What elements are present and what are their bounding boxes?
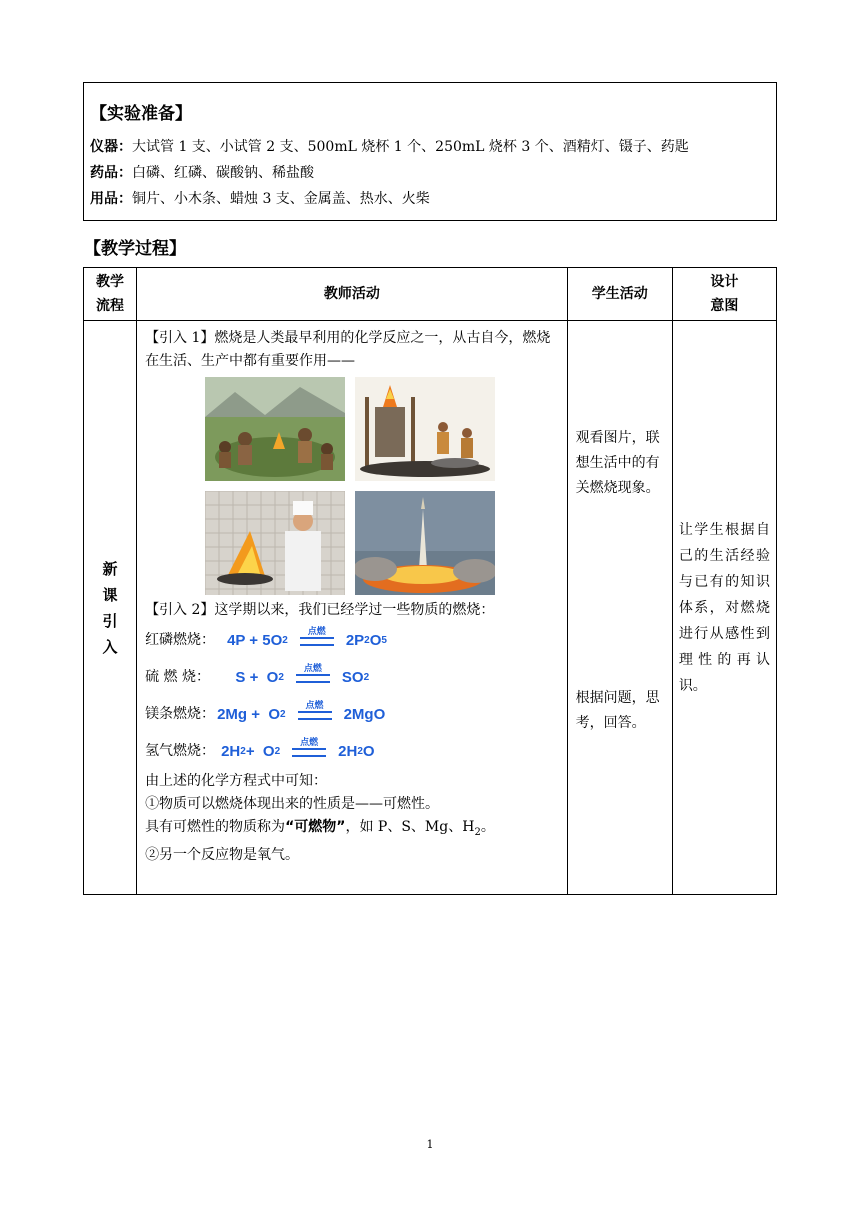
experiment-prep-box bbox=[83, 82, 777, 221]
point-2: 具有可燃性的物质称为“可燃物”，如 P、S、Mg、$H_2$。 bbox=[145, 819, 495, 838]
ancient-smelting-image bbox=[355, 377, 495, 481]
page-number: 1 bbox=[426, 1138, 434, 1151]
student-activity-1: 观看图片，联想生活中的有关燃烧现象。 bbox=[575, 430, 660, 496]
header-teacher: 教师活动 bbox=[137, 268, 568, 321]
equation-magnesium: 镁条燃烧： 2Mg + O 2 点燃 2MgO bbox=[145, 701, 386, 723]
prep-title: 【实验准备】 bbox=[90, 104, 192, 124]
equation-sulfur: 硫 燃 烧： S + O 2 点燃 SO $_2$ bbox=[145, 664, 370, 686]
ancient-fire-image bbox=[205, 377, 345, 481]
drugs-line: 药品：白磷、红磷、碳酸钠、稀盐酸 bbox=[90, 165, 314, 181]
chef-cooking-image bbox=[205, 491, 345, 595]
header-design: 设计 意图 bbox=[672, 268, 776, 321]
point-1: ①物质可以燃烧体现出来的性质是——可燃性。 bbox=[145, 796, 440, 812]
teaching-process-table bbox=[83, 267, 777, 895]
design-intent-cell: 让学生根据自己的生活经验与已有的知识体系，对燃烧进行从感性到理性的再认识。 bbox=[672, 321, 776, 895]
teacher-activity-cell bbox=[137, 321, 568, 895]
instruments-line: 仪器：大试管 1 支、小试管 2 支、500mL 烧杯 1 个、250mL 烧杯 3 个、酒精灯、镊子、药匙 bbox=[90, 139, 689, 155]
combustion-pictures bbox=[205, 377, 559, 595]
intro2-text: 【引入 2】这学期以来，我们已经学过一些物质的燃烧： bbox=[145, 602, 495, 618]
conclusion-intro: 由上述的化学方程式中可知： bbox=[145, 773, 328, 789]
student-activity-cell bbox=[567, 321, 672, 895]
process-title: 【教学过程】 bbox=[84, 239, 186, 259]
point-3: ②另一个反应物是氧气。 bbox=[145, 846, 300, 863]
intro1-text: 【引入 1】燃烧是人类最早利用的化学反应之一，从古自今，燃烧在生活、生产中都有重要作用—— bbox=[145, 330, 551, 369]
flow-cell: 新 课 引 入 bbox=[84, 321, 137, 895]
student-activity-2: 根据问题，思考，回答。 bbox=[575, 690, 660, 731]
header-flow: 教学 流程 bbox=[84, 268, 137, 321]
table-row bbox=[84, 321, 777, 895]
supplies-line: 用品：铜片、小木条、蜡烛 3 支、金属盖、热水、火柴 bbox=[90, 191, 430, 207]
equation-red-phosphorus: 红磷燃烧： 4P + 5O 2 点燃 2P $_2$ O 5 bbox=[145, 627, 387, 649]
rocket-launch-image bbox=[355, 491, 495, 595]
table-header-row bbox=[84, 268, 777, 321]
equation-hydrogen: 氢气燃烧： 2H 2 + O 2 点燃 2H $_2$ O bbox=[145, 738, 375, 760]
header-student: 学生活动 bbox=[567, 268, 672, 321]
